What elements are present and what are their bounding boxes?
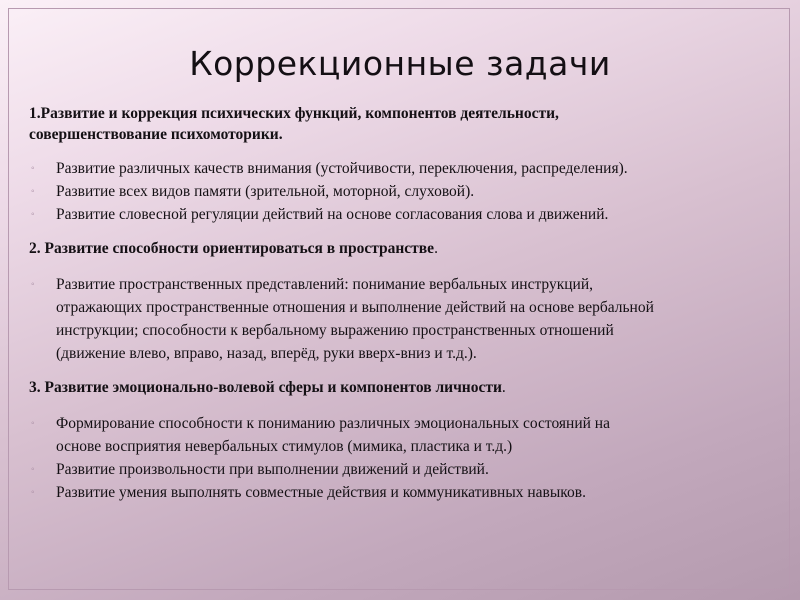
bullet-text: основе восприятия невербальных стимулов (мимика, пластика и т.д.) <box>56 438 513 455</box>
bullet-text: инструкции; способности к вербальному выражению пространственных отношений <box>56 322 614 339</box>
bullet-list <box>29 412 795 504</box>
bullet-item <box>29 157 795 180</box>
bullet-text: Развитие всех видов памяти (зрительной, моторной, слуховой). <box>56 183 475 200</box>
bullet-item <box>29 203 795 226</box>
bullet-text: Развитие умения выполнять совместные действия и коммуникативных навыков. <box>56 484 586 501</box>
heading-dot: . <box>434 240 438 257</box>
heading-dot: . <box>501 379 506 396</box>
bullet-list <box>29 273 795 365</box>
section-2 <box>29 238 795 365</box>
bullet-list <box>29 157 795 226</box>
bullet-item <box>29 481 795 504</box>
heading-line: 3. Развитие эмоционально-волевой сферы и компонентов личности <box>29 379 502 396</box>
bullet-marker-icon: ◦ <box>31 279 35 290</box>
bullet-marker-icon: ◦ <box>31 186 35 197</box>
bullet-marker-icon: ◦ <box>31 209 35 220</box>
bullet-text: Формирование способности к пониманию различных эмоциональных состояний на <box>56 415 610 432</box>
section-heading <box>29 238 795 259</box>
bullet-item <box>29 180 795 203</box>
section-heading <box>29 103 795 145</box>
bullet-item <box>29 273 795 365</box>
heading-line: совершенствование психомоторики. <box>29 126 283 143</box>
bullet-marker-icon: ◦ <box>31 487 35 498</box>
bullet-text: отражающих пространственные отношения и выполнение действий на основе вербальной <box>56 299 654 316</box>
heading-line: 2. Развитие способности ориентироваться в пространстве <box>29 240 435 257</box>
bullet-marker-icon: ◦ <box>31 418 35 429</box>
bullet-item <box>29 412 795 458</box>
section-1 <box>29 103 795 226</box>
section-heading <box>29 377 795 398</box>
section-3 <box>29 377 795 504</box>
bullet-text: Развитие пространственных представлений: понимание вербальных инструкций, <box>56 276 593 293</box>
slide-content <box>29 103 795 504</box>
heading-line: 1.Развитие и коррекция психических функций, компонентов деятельности, <box>29 105 559 122</box>
bullet-text: Развитие произвольности при выполнении движений и действий. <box>56 461 489 478</box>
bullet-text: Развитие словесной регуляции действий на основе согласования слова и движений. <box>56 206 609 223</box>
bullet-text: Развитие различных качеств внимания (устойчивости, переключения, распределения). <box>56 160 628 177</box>
bullet-item <box>29 458 795 481</box>
bullet-marker-icon: ◦ <box>31 163 35 174</box>
slide-title: Коррекционные задачи <box>189 44 611 83</box>
bullet-marker-icon: ◦ <box>31 464 35 475</box>
bullet-text: (движение влево, вправо, назад, вперёд, руки вверх-вниз и т.д.). <box>56 345 477 362</box>
